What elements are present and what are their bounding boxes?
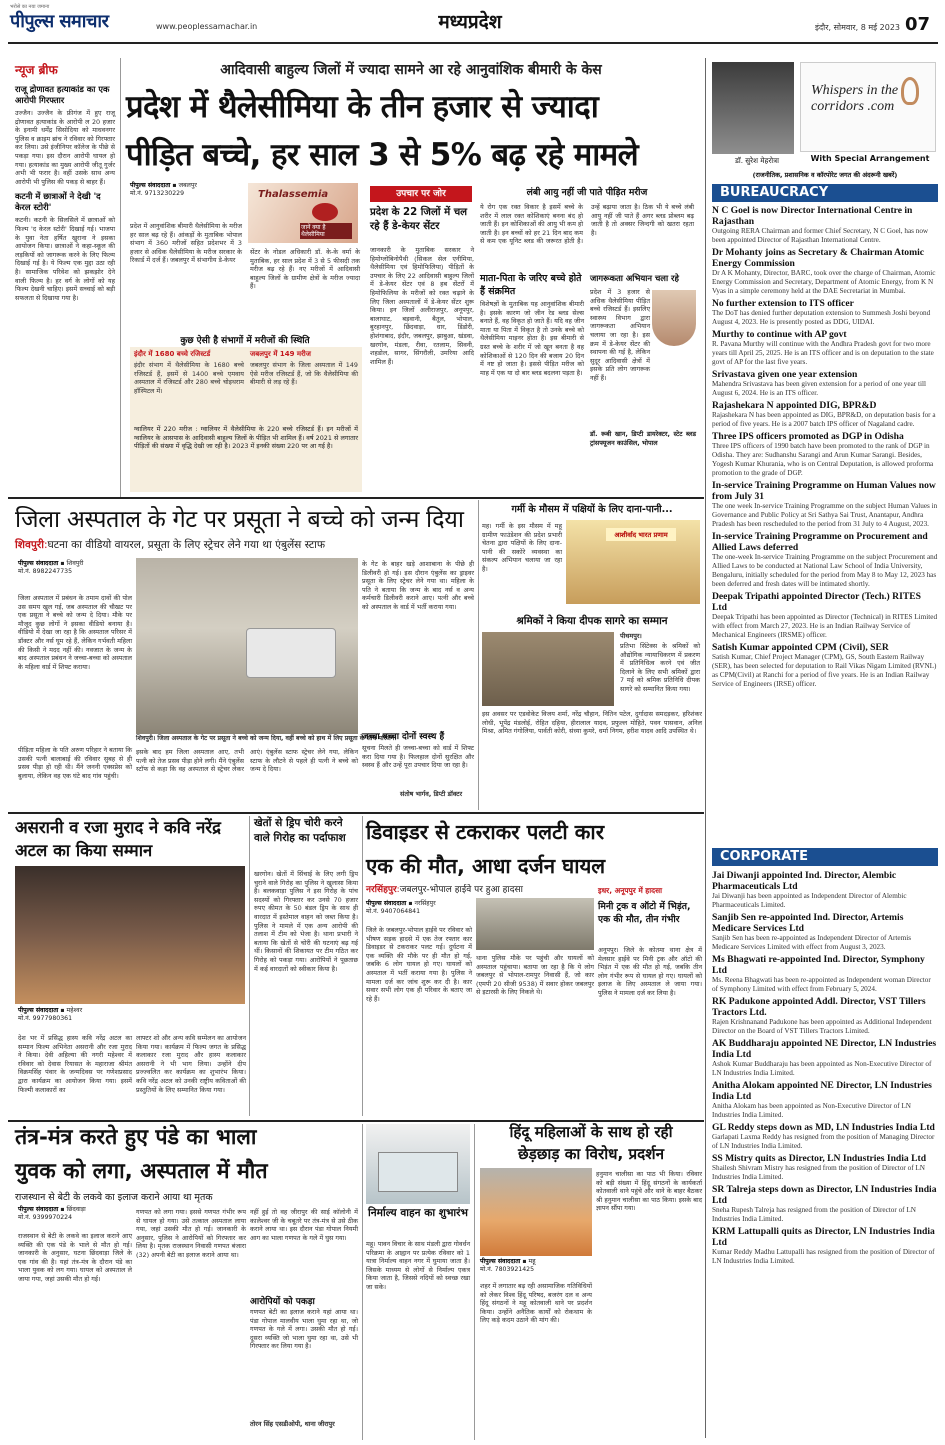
asrani-headline: असरानी व रजा मुराद ने कवि नरेंद्र अटल का किया सम्मान [15, 818, 221, 860]
theft-headline: खेतों से ड्रिप चोरी करने वाले गिरोह का पर्दाफाश [254, 817, 346, 844]
corporate-item [712, 870, 938, 910]
brief-label: न्यूज ब्रीफ [15, 63, 58, 77]
theft-divider [249, 816, 250, 1116]
section-rule-2 [8, 812, 704, 814]
corporate-item [712, 1038, 938, 1078]
tantra-bureau: पीपुल्स संवाददाता [18, 1206, 59, 1213]
bureaucracy-item [712, 531, 938, 589]
lead-body-1: प्रदेश में आनुवांशिक बीमारी थैलेसीमिया के मरीज हर साल बढ़ रहे हैं। आंकड़ों के मुताबिक भोपाल संभाग में 360 मरीजों सहित प्रदेशभर में 3 हजार से अधिक थैलेसीमिया के मरीज सरकार के रिकार्ड में दर्ज हैं। जबलपुर में संभागीय डे-केयर [130, 222, 242, 265]
hospital-place: शिवपुरी [15, 539, 44, 551]
bureaucracy-header: BUREAUCRACY [712, 184, 938, 202]
corporate-item-title: Ms Bhagwati re-appointed Ind. Director, Symphony Ltd [712, 954, 925, 976]
brief-headline-1: राजू द्रोणावत हत्याकांड का एक आरोपी गिरफ्तार [15, 84, 110, 105]
accident-side-head: मिनी ट्रक व ऑटो में भिड़ंत, एक की मौत, तीन गंभीर [598, 901, 691, 925]
corporate-item [712, 1122, 938, 1151]
corporate-item-body: Rajen Krishnanand Padukone has been appointed as Additional Independent Director on the Board of VST Tillers Tractors Limited. [712, 1018, 932, 1035]
hospital-mid-text: सूचना मिलते ही जच्चा-बच्चा को वार्ड में शिफ्ट करा दिया गया है। फिलहाल दोनों सुरक्षित और स्वस्थ हैं और उन्हें पूरा उपचार दिया जा रहा है। [362, 744, 474, 770]
whispers-logo-text: Whispers in the corridors .com [811, 83, 899, 114]
accident-photo [476, 898, 594, 950]
protest-mobile: मो.नं. 7803921425 [480, 1266, 535, 1273]
lead-body-2: सेंटर के नोडल अधिकारी डॉ. के-के वर्मा के मुताबिक, हर साल प्रदेश में 3 से 5 फीसदी तक मरीज बढ़ रहे हैं। नए मरीजों में आदिवासी बाहुल्य जिलों के ग्रामीण क्षेत्रों के मरीज ज्यादा हैं। [250, 248, 360, 291]
asrani-bureau: पीपुल्स संवाददाता [18, 1007, 59, 1014]
tantra-box-head: आरोपियों को पकड़ा [250, 1297, 315, 1307]
section-title: मध्यप्रदेश [438, 11, 502, 33]
corporate-item-body: Kumar Reddy Madhu Lattupalli has resigned from the position of Director of LN Industries India Limited. [712, 1248, 935, 1265]
bureaucracy-item-body: The one week In-service Training Programme on the subject Human Values in Governance and Public Policy at Sri Sathya Sai Trust, Anantapur, Andhra Pradesh has been rescheduled to the period from 31 July to 4 August, 2023. [712, 502, 938, 528]
bureaucracy-item-body: Three IPS officers of 1990 batch have been promoted to the rank of DGP in Odisha. They are: Sudhanshu Sarangi and Arun Kumar Sarangi. Besides, Yogesh Kumar Khurania, who is on Central Deputation, is allowed proforma promotion to the grade of DGP. [712, 442, 934, 477]
asrani-mobile: मो.नं. 9977980361 [18, 1015, 73, 1022]
tantra-box-text: गणपत बेटी का इलाज कराने यहां आया था। पंडा गोपाल मालवीय भाला घुमा रहा था, जो गणपत के गले में लगा। उसकी मौत हो गई। दूसरा व्यक्ति जो भाला घुमा रहा था, उसे भी गिरफ्तार कर लिया गया है। [250, 1308, 358, 1351]
hospital-col-1b: पीड़िता महिला के पति अरुण परिहार ने बताया कि उसकी पत्नी बालाबाई की रविवार सुबह से ही प्रसव पीड़ा हो रही थी। मैंने जननी एक्सप्रेस को बुलाया, लेकिन वह एक घंटे बाद गांव पहुंची। [18, 746, 132, 780]
bureaucracy-list [712, 205, 938, 845]
bureaucracy-item-title: Satish Kumar appointed CPM (Civil), SER [712, 642, 889, 653]
lead-place: जबलपुर [178, 182, 197, 189]
stats-box [130, 347, 362, 492]
bureaucracy-item [712, 431, 938, 478]
page-number: 07 [905, 14, 931, 35]
site-url[interactable]: www.peoplessamachar.in [156, 22, 258, 31]
asrani-photo [15, 866, 245, 1004]
tantra-text-2: गणपत को लगा गया। इससे गणपत गंभीर रूप से घायल हो गया। उसे तत्काल अस्पताल लाया गया, जहां उसकी मौत हो गई। जानकारी के अनुसार, पुलिस ने आरोपियों को गिरफ्तार कर लिया है। मृतक राजस्थान निवासी गणपत बंजारा (32) अपनी बेटी का इलाज कराने आया था। [136, 1208, 246, 1259]
hospital-caption: शिवपुरी। जिला अस्पताल के गेट पर प्रसूता ने बच्चे को जन्म दिया, वहीं बच्चे को हाथ में लिए प्रसूता के साथ परिजन। [136, 735, 397, 742]
whispers-sub: (राजनीतिक, प्रशासनिक व कॉरपोरेट जगत की अंदरूनी खबरें) [752, 171, 898, 179]
brand-tagline: भरोसे का नया जमाना [10, 4, 50, 10]
tantra-mobile: मो.नं. 9399970224 [18, 1214, 73, 1221]
hospital-sub: घटना का वीडियो वायरल, प्रसूता के लिए स्ट्रेचर लेने गया था एंबुलेंस स्टाफ [47, 539, 326, 551]
lead-bottom-rule [8, 497, 704, 499]
hospital-photo [136, 558, 358, 734]
bureaucracy-item-title: Srivastava given one year extension [712, 369, 858, 380]
gwalior-text: ग्वालियर में 220 मरीज : ग्वालियर में थैलेसीमिया के 220 बच्चे रजिस्टर्ड हैं। इन मरीजों में ग्वालियर के आसपास के आदिवासी बाहुल्य जिलों के पीड़ित भी शामिल हैं। वर्ष 2021 से लगातार पीड़ितों की संख्या में वृद्धि देखी जा रही है। 2023 में इनकी संख्या 220 पर आ गई है। [134, 425, 358, 451]
accident-bureau: पीपुल्स संवाददाता [366, 900, 407, 907]
brief-text-2: कटनी। कटनी के सिलसिले में छात्राओं को फिल्म 'द केरल स्टोरी' दिखाई गई। भाजपा के युवा नेता हर्षित खुराना ने इसका आयोजन किया। छात्राओं ने कहा-स्कूल की लड़कियों को जागरूक करने के लिए फिल्म दिखाई गई है। ये फिल्म एक मुद्दा उठा रही है। सामाजिक परिवेश को झकझोर देने वाली फिल्म है। हर वर्ग के लोगों को यह फिल्म देखनी चाहिए। इसमें सच्चाई को बड़ी सफलता से दिखाया गया है। [15, 216, 115, 302]
bureaucracy-item [712, 642, 938, 689]
corporate-header: CORPORATE [712, 848, 938, 866]
awareness-byline: डॉ. रूबी खान, डिप्टी डायरेक्टर, स्टेट ब्लड ट्रांसफ्यूजन काउंसिल, भोपाल [590, 430, 696, 447]
accident-text-1: जिले के जबलपुर-भोपाल हाईवे पर रविवार को भीषण सड़क हादसे में एक तेज रफ्तार कार डिवाइडर से टकराकर पलट गई। दुर्घटना में एक व्यक्ति की मौके पर ही मौत हो गई, जबकि 6 लोग घायल हो गए। घायलों को अस्पताल में भर्ती कराया गया है। पुलिस ने मामला दर्ज कर जांच शुरू कर दी है। कार सवार सभी लोग एक ही परिवार के बताए जा रहे हैं। [366, 926, 472, 1003]
graphic-label: Thalassemia [258, 189, 329, 200]
corporate-item-body: Jai Diwanji has been appointed as Independent Director of Alembic Pharmaceuticals Limited. [712, 892, 907, 909]
lead-headline-2: पीड़ित बच्चे, हर साल 3 से 5% बढ़ रहे मामले [126, 137, 639, 173]
ear-icon [901, 77, 919, 105]
bureaucracy-item-body: Rajashekara N has been appointed as DIG, BPR&D, on deputation basis for a period of five years. He is a 2007 batch IPS officer of Nagaland cadre. [712, 411, 936, 428]
accident-place: नरसिंहपुर [366, 885, 397, 895]
graphic-sub: जानें क्या है थैलेसीमिया [300, 223, 352, 239]
bureaucracy-item [712, 205, 938, 245]
right-col-divider [705, 58, 706, 1438]
honor-text: प्रतिभा सिंटेक्स के श्रमिकों को औद्योगिक न्यायाधिकरण में प्रकरण में प्रतिनिधित्व करने एवं जीत दिलाने के लिए सभी श्रमिकों द्वारा 7 मई को श्रमिक प्रतिनिधि दीपक सागरे को सम्मानित किया गया। [620, 642, 700, 693]
corporate-item-body: Sanjib Sen has been re-appointed as Independent Director of Artemis Medicare Services Limited with effect from August 3, 2023. [712, 934, 911, 951]
accident-headline-2: एक की मौत, आधा दर्जन घायल [366, 854, 606, 878]
protest-text-2: हनुमान चालीसा का पाठ भी किया। रविवार को बड़ी संख्या में हिंदू संगठनों के कार्यकर्ता कोतवाली थाने पहुंचे और थाने के बाहर बैठकर श्री हनुमान चालीसा का पाठ किया। इसके बाद ज्ञापन सौंपा गया। [596, 1170, 702, 1213]
honor-headline: श्रमिकों ने किया दीपक सागरे का सम्मान [516, 615, 668, 627]
accident-mobile: मो.नं. 9407064841 [366, 908, 421, 915]
birds-banner: आशीर्वाद भारत प्रणाम [606, 528, 676, 541]
bureaucracy-item-body: The one-week In-service Training Programme on the subject Procurement and Allied Laws to be conducted at National Law School of India University, Bengaluru, initially scheduled for the period from May 8 to May 12, 2023 has been deferred and fresh dates will be intimated shortly. [712, 553, 938, 588]
colon: : [43, 539, 48, 551]
hospital-byline: पीपुल्स संवाददाता ▪ शिवपुरी मो.नं. 8982247735 [18, 560, 128, 584]
tantra-sign: तोरन सिंह एसडीओपी, थाना जीरापुर [250, 1420, 335, 1428]
brand-logo [10, 4, 150, 34]
lifespan-text: ये रोग एक रक्त विकार है इसमें बच्चे के शरीर में लाल रक्त कोशिकाएं बनना बंद हो जाती हैं। इन कोशिकाओं की आयु भी कम हो जाती है। इन बच्चों को हर 21 दिन बाद कम से कम एक यूनिट ब्लड की जरूरत होती है। उन्हें बढ़ाया जाता है। ठिक भी ये बच्चे लंबी आयु नहीं जी पाते हैं अगर ब्लड प्रोब्लम बढ़ जाती है तो अक्सर जिन्दगी को खतरा रहता है। [480, 203, 694, 246]
col-divider [120, 58, 121, 498]
protest-byline: पीपुल्स संवाददाता ▪ महू मो.नं. 7803921425 [480, 1258, 600, 1280]
honor-photo [482, 632, 614, 706]
nirmalya-text: महू। पावन विचार के साथ मंडली द्वारा गोवर्धन परिक्रमा के आह्वान पर प्रत्येक रविवार को 1 यात्रा निर्माल्य वाहन नगर में घुमाया जाता है। जिसके माध्यम से लोगों से निर्माल्य एकत्र किया जाता है, जिससे नदियों को स्वच्छ रखा जा सके। [366, 1240, 470, 1291]
tantra-text-3: नहीं हुई तो वह जीरापुर की साई कॉलोनी में कालेश्वर जी के चबूतरे पर तंत्र-मंत्र से उसे ठीक कराने लाया था। इस दौरान पंडा गोपाल नियमी आग का भाला गणपत के गले में घुस गया। [250, 1208, 358, 1242]
special-arrangement: With Special Arrangement [810, 154, 930, 163]
hospital-mid-head: जच्चा बच्चा दोनों स्वस्थ हैं [362, 732, 445, 742]
hospital-headline: जिला अस्पताल के गेट पर प्रसूता ने बच्चे को जन्म दिया [15, 505, 464, 533]
accident-text-2: थाना पुलिस मौके पर पहुंची और घायलों को अस्पताल पहुंचाया। बताया जा रहा है कि ये लोग जबलपुर से भोपाल-रामपुर निवासी हैं, जो कार (एमपी 20 सीजी 9538) में सवार होकर जबलपुर से इटारसी के लिए निकले थे। [476, 954, 594, 997]
bureaucracy-item-title: Dr Mohanty joins as Secretary & Chairman Atomic Energy Commission [712, 247, 925, 269]
divisions-subhead: कुछ ऐसी है संभागों में मरीजों की स्थिति [180, 336, 310, 346]
tantra-headline-2: युवक को लगा, अस्पताल में मौत [15, 1159, 268, 1184]
accident-city: नरसिंहपुर [414, 900, 436, 907]
hospital-bureau: पीपुल्स संवाददाता [18, 560, 59, 567]
corporate-item-title: SR Talreja steps down as Director, LN Industries India Ltd [712, 1184, 937, 1206]
corporate-item-title: GL Reddy steps down as MD, LN Industries India Ltd [712, 1122, 935, 1133]
bureaucracy-item [712, 591, 938, 640]
corporate-list [712, 870, 938, 1440]
bureaucracy-item [712, 298, 938, 327]
hospital-col-2: इसके बाद हम जिला अस्पताल आए, तभी पत्नी को तेज प्रसव पीड़ा होने लगी। मैंने एंबुलेंस स्टॉफ से कहा कि वह अस्पताल से स्ट्रेचर लेकर आएं। एंबुलेंस स्टाफ स्ट्रेचर लेने गया, लेकिन स्टाफ के लौटने से पहले ही पत्नी ने बच्चे को जन्म दे दिया। [136, 748, 358, 774]
corporate-item-title: Jai Diwanji appointed Ind. Director, Alembic Pharmaceuticals Ltd [712, 870, 897, 892]
corporate-item [712, 954, 938, 994]
bureaucracy-item-title: Rajashekara N appointed DIG, BPR&D [712, 400, 877, 411]
birds-photo [566, 520, 700, 604]
accident-byline: पीपुल्स संवाददाता ▪ नरसिंहपुर मो.नं. 9407064841 [366, 900, 486, 922]
corporate-item-title: KRM Lattupalli quits as Director, LN Industries India Ltd [712, 1226, 935, 1248]
corporate-item-body: Garlapati Laxma Reddy has resigned from the position of Managing Director of LN Industries India Limited. [712, 1133, 935, 1150]
tantra-text-1: राजस्थान से बेटी के लकवे का इलाज कराने आए व्यक्ति की एक पंडे के भाले से मौत हो गई। जानकारी के अनुसार, घटना छिंदवाड़ा जिले के एक गांव की है। यहां तंत्र-मंत्र के दौरान पंडे का भाला युवक को लग गया। घायल को अस्पताल ले जाया गया, जहां उसकी मौत हो गई। [18, 1232, 132, 1283]
news-brief [15, 62, 115, 494]
corporate-item [712, 1153, 938, 1182]
asrani-byline: पीपुल्स संवाददाता ▪ महेश्वर मो.नं. 9977980361 [18, 1007, 244, 1031]
lead-headline-1: प्रदेश में थैलेसीमिया के तीन हजार से ज्यादा [126, 89, 599, 125]
bureaucracy-item [712, 329, 938, 367]
lead-kicker: आदिवासी बाहुल्य जिलों में ज्यादा सामने आ रहे आनुवांशिक बीमारी के केस [220, 62, 602, 78]
bureaucracy-item-body: Satish Kumar, Chief Project Manager (CPM), GS, South Eastern Railway (SER), has been selected for deputation to Rail Vikas Nigam Limited (RVNL) as CPM(Civil) at Ranchi for a period of five years. He is an Indian Railway Service of Engineers (IRSE) officer. [712, 653, 937, 688]
corporate-item-body: Anitha Alokam has been appointed as Non-Executive Director of LN Industries India Limited. [712, 1102, 911, 1119]
bureaucracy-item-title: N C Goel is now Director International Centre in Rajasthan [712, 205, 913, 227]
protest-headline-1: हिंदू महिलाओं के साथ हो रही [509, 1123, 673, 1141]
masthead [0, 0, 945, 56]
bureaucracy-item-body: Dr A K Mohanty, Director, BARC, took over the charge of Chairman, Atomic Energy Commission and Secretary, Department of Atomic Energy, from K N Vyas in a simple ceremony held at the DAE Secretariat in Mumbai. [712, 269, 936, 295]
awareness-headline: जागरूकता अभियान चला रहे [590, 273, 679, 283]
brand-name: पीपुल्स समाचार [10, 11, 109, 32]
byline-separator-icon: ▪ [172, 182, 177, 189]
bureaucracy-item-body: Outgoing RERA Chairman and former Chief Secretary, N C Goel, has now been appointed Director of Rajasthan International Centre. [712, 227, 929, 244]
columnist-photo [712, 62, 794, 154]
lead-bureau: पीपुल्स संवाददाता [130, 182, 171, 189]
protest-city: महू [528, 1258, 536, 1265]
colon-2: : [396, 885, 400, 895]
corporate-item-title: AK Buddharaju appointed NE Director, LN Industries India Ltd [712, 1038, 937, 1060]
protest-divider [474, 1124, 475, 1440]
corporate-item-body: Shailesh Shivram Mistry has resigned from the position of Director of LN Industries India Limited. [712, 1164, 925, 1181]
protest-headline-2: छेड़छाड़ का विरोध, प्रदर्शन [517, 1145, 665, 1163]
corporate-item-body: Ashok Kumar Buddharaju has been appointed as Non-Executive Director of LN Industries India Limited. [712, 1060, 932, 1077]
dateline: इंदौर, सोमवार, 8 मई 2023 [815, 23, 900, 32]
accident-headline-1: डिवाइडर से टकराकर पलटी कार [366, 820, 605, 844]
birds-headline: गर्मी के मौसम में पक्षियों के लिए दाना-पानी... [511, 504, 673, 515]
corporate-item [712, 912, 938, 952]
bureaucracy-item-title: In-service Training Programme on Human Values now from July 31 [712, 480, 936, 502]
corporate-item [712, 1226, 938, 1266]
corporate-item [712, 1184, 938, 1224]
bureaucracy-item-title: Three IPS officers promoted as DGP in Odisha [712, 431, 904, 442]
corporate-item-title: RK Padukone appointed Addl. Director, VST Tillers Tractors Ltd. [712, 996, 926, 1018]
blood-cell-icon [312, 203, 338, 221]
hospital-subhead [15, 538, 480, 553]
bureaucracy-item [712, 400, 938, 429]
bureaucracy-item-title: Murthy to continue with AP govt [712, 329, 847, 340]
treatment-headline: प्रदेश के 22 जिलों में चल रहे हैं डे-केयर सेंटर [370, 207, 468, 232]
corporate-item-title: Anitha Alokam appointed NE Director, LN Industries India Ltd [712, 1080, 932, 1102]
masthead-rule [8, 42, 938, 44]
accident-sub: जबलपुर-भोपाल हाईवे पर हुआ हादसा [399, 885, 523, 895]
protest-photo [480, 1168, 592, 1256]
bureaucracy-item-title: Deepak Tripathi appointed Director (Tech.) RITES Ltd [712, 591, 921, 613]
corporate-item-title: SS Mistry quits as Director, LN Industries India Ltd [712, 1153, 927, 1164]
ambulance-shape [246, 628, 336, 678]
treatment-text: जानकारी के मुताबिक सरकार ने हिमोग्लोबिनोपैथी (सिकल सेल एनीमिया, थैलेसीमिया एवं हिमोफिलिया) पीड़ितों के उपचार के लिए 22 आदिवासी बाहुल्य जिलों में डे-केयर सेंटर एवं 8 हब सेंटरों में हिमोफिलिया के मरीजों को रक्त चढ़ाने के लिए जिला अस्पतालों में डे-केयर सेंटर शुरू किया। इन जिलों अलीराजपुर, अनूपपुर, बालाघाट, बड़वानी, बैतूल, भोपाल, बुरहानपुर, छिंदवाड़ा, धार, डिंडोरी, होशंगाबाद, इंदौर, जबलपुर, झाबुआ, खंडवा, खरगोन, मंडला, रीवा, रतलाम, सिवनी, शहडोल, सागर, सिंगरौली, उमरिया आदि शामिल हैं। [370, 246, 474, 366]
accident-side-text: अनूपपुर। जिले के कोतमा थाना क्षेत्र में मेलसार हाईवे पर मिनी ट्रक और ऑटो की भिड़ंत में एक की मौत हो गई, जबकि तीन लोग गंभीर रूप से घायल हो गए। घायलों को इलाज के लिए अस्पताल ले जाया गया। पुलिस ने मामला दर्ज कर लिया है। [598, 946, 702, 997]
columnist-name: डॉ. सुरेश मेहरोत्रा [735, 156, 779, 165]
thalassemia-graphic [248, 183, 358, 243]
hospital-col-3: के गेट के बाहर खड़े आशाबाना के पीछे ही डिलीवरी हो गई। इस दौरान एंबुलेंस का ड्राइवर प्रसूता के लिए स्ट्रेचर लेने गया था। महिला के पति ने बताया कि जन्म के बाद नर्स व अन्य कर्मचारी डिलीवरी कराने आए। पत्नी और बच्चे को अस्पताल के वार्ड में भर्ती कराया गया। [362, 560, 474, 611]
indore-head: इंदौर में 1680 बच्चे रजिस्टर्ड [134, 350, 211, 358]
indore-text: इंदौर संभाग में थैलेसीमिया के 1680 बच्चे रजिस्टर्ड हैं, इसमें से 1400 बच्चे एमवाय अस्पताल में रजिस्टर्ड और 280 बच्चे चोइथराम हॉस्पिटल में। [134, 361, 244, 395]
asrani-text-1: देश भर में प्रसिद्ध हास्य कवि नरेंद्र अटल का सम्मान फिल्म अभिनेता असरानी और रजा मुराद ने किया। देवी अहिल्या की नगरी महेश्वर में रविवार को देवास रियासत के महाराजा श्रीमंत विक्रमसिंह पंवार के जन्मदिवस पर गणेशप्रसाद द्वारा कार्यक्रम का आयोजन किया गया। इसमें फिल्मी कलाकारों का [18, 1034, 132, 1094]
brief-headline-2: कटनी में छात्राओं ने देखी 'द केरल स्टोरी' [15, 191, 101, 213]
tantra-city: छिंदवाड़ा [66, 1206, 86, 1213]
nirmalya-photo [366, 1124, 470, 1204]
asrani-city: महेश्वर [66, 1007, 83, 1014]
asrani-text-2: लाफ्टर शो और अन्य कवि सम्मेलन का आयोजन किया गया। कार्यक्रम में फिल्म जगत के प्रसिद्ध कलाकार रजा मुराद और हास्य कलाकार असरानी ने भी भाग लिया। उन्होंने दीप प्रज्ज्वलित कर कार्यक्रम का शुभारंभ किया। कवि नरेंद्र अटल को उनकी राष्ट्रीय कविताओं की प्रस्तुतियों के लिए सम्मानित किया गया। [136, 1034, 246, 1094]
bureaucracy-item-title: No further extension to ITS officer [712, 298, 854, 309]
honor-place: पीथमपुर। [620, 632, 642, 640]
corporate-item [712, 1080, 938, 1120]
theft-text: खरगोन। खेतों में सिंचाई के लिए लगी ड्रिप चुराने वाले गिरोह का पुलिस ने खुलासा किया है। बलकवाड़ा पुलिस ने इस गिरोह के पांच सदस्यों को गिरफ्तार कर उनसे 70 हजार रुपए कीमत के 50 बंडल ड्रिप के साथ ही वारदात में इस्तेमाल वाहन को जब्त किया है। पुलिस ने मामले में एक अन्य आरोपी की तलाश में टीम को भेजा है। थाना प्रभारी ने बताया कि खेतों से चोरी की घटनाएं बढ़ गई थीं। किसानों की शिकायत पर टीम गठित कर गिरोह को पकड़ा गया। आरोपियों ने पूछताछ में कई वारदातों को स्वीकार किया है। [254, 870, 358, 973]
hospital-col-1: जिला अस्पताल में प्रबंधन के तमाम दावों की पोल उस समय खुल गई, जब अस्पताल की चौखट पर एक प्रसूता ने बच्चे को जन्म दे दिया। मौके पर मौजूद कुछ लोगों ने इसका वीडियो बनाया है। वीडियो में देखा जा रहा है कि अस्पताल परिसर में डॉक्टर और नर्स घूम रहे हैं, लेकिन गर्भवती महिला की किसी ने मदद नहीं की। नवजात के जन्म के बाद अस्पताल प्रबंधन ने जच्चा-बच्चा को अस्पताल के महिला वार्ड में शिफ्ट कराया। [18, 594, 132, 671]
tantra-headline-1: तंत्र-मंत्र करते हुए पंडे का भाला [15, 1125, 257, 1150]
treatment-tab: उपचार पर जोर [370, 186, 472, 202]
birds-text: मह। गर्मी के इस मौसम में महू ग्रामीण फाउंडेशन की प्रदेश प्रभारी चेतना द्वारा पक्षियों के लिए दाना-पानी की सकोरे व्यवस्था का संकल्प अभियान चलाया जा रहा है। [482, 522, 562, 573]
hospital-sign: संतोष भार्गव, डिप्टी डॉक्टर [400, 790, 463, 798]
bureaucracy-item-body: The DoT has denied further deputation extension to Summesh Joshi beyond August 4, 2023. He is presently posted as DDG, UIDAI. [712, 309, 931, 326]
corporate-item-title: Sanjib Sen re-appointed Ind. Director, Artemis Medicare Services Ltd [712, 912, 904, 934]
bureaucracy-item-body: Deepak Tripathi has been appointed as Director (Technical) in RITES Limited with effect from March 27, 2023. He is an Indian Railway Service of Mechanical Engineers (IRSME) officer. [712, 613, 938, 639]
jabalpur-text: जबलपुर संभाग के जिला अस्पताल में 149 ऐसे मरीज रजिस्टर्ड हैं, जो कि थैलेसीमिया की बीमारी से लड़ रहे हैं। [250, 361, 358, 387]
protest-bureau: पीपुल्स संवाददाता [480, 1258, 521, 1265]
bureaucracy-item-body: Mahendra Srivastava has been given extension for a period of one year till August 6, 2024. He is an ITS officer. [712, 380, 926, 397]
hospital-city: शिवपुरी [66, 560, 84, 567]
parents-text: विशेषज्ञों के मुताबिक यह आनुवांशिक बीमारी है। इसके कारण जो जीन रेड ब्लड सेल्स बनाते हैं, वह विकृत हो जाते हैं। यदि वह जीन माता या पिता में विकृत है तो उनके बच्चे को थैलेसीमिया माइनर होता है। इस बीमारी से ग्रस्त बच्चे के शरीर में जो खून बनता है वह कोशिकाओं से 120 दिन की बजाय 20 दिन में नष्ट हो जाता है। इससे पीड़ित मरीज को माह में एक या दो बार ब्लड बदलना पड़ता है। [480, 300, 584, 377]
nirmalya-divider [362, 1124, 363, 1440]
jabalpur-head: जबलपुर में 149 मरीज [250, 350, 311, 358]
lifespan-headline: लंबी आयु नहीं जी पाते पीड़ित मरीज [526, 187, 648, 198]
protest-text-1: शहर में लगातार बढ़ रही असामाजिक गतिविधियों को लेकर विश्व हिंदू परिषद, बजरंग दल व अन्य हिंदू संगठनों ने महू कोतवाली थाने पर प्रदर्शन किया। उन्होंने अनैतिक कार्यों को रोकथाम के लिए कड़े कदम उठाने की मांग की। [480, 1282, 592, 1325]
vehicle-shape [378, 1152, 458, 1192]
brief-text-1: उज्जैन। उज्जैन के फ्रीगंज में हुए राजू द्रोणावत हत्याकांड के आरोपी ल 20 हजार के इनामी धर्मेंद्र सिसोदिया को माधवनगर पुलिस व क्राइम ब्रांच ने रविवार को गिरफ्तार कर लिया। उसे इंजीनियर कॉलेज के पीछे से पकड़ा गया। इस दौरान आरोपी घायल हो गया। हत्याकांड का मुख्य आरोपी जीतू गुर्जर अभी भी फरार है। वहीं उसके साथ अन्य आरोपी भी पुलिस की पकड़ से बाहर हैं। [15, 109, 115, 186]
bureaucracy-item-body: R. Pavana Murthy will continue with the Andhra Pradesh govt for two more years till April 25, 2025. He is an ITS officer and is on deputation to the state govt of AP for the last five years. [712, 340, 934, 366]
whispers-logo [800, 62, 936, 152]
hospital-mobile: मो.नं. 8982247735 [18, 568, 73, 575]
awareness-text: प्रदेश में 3 हजार से अधिक थैलेसीमिया पीड़ित बच्चे रजिस्टर्ड हैं। इसलिए स्वास्थ्य विभाग द्वारा जागरूकता अभियान चलाया जा रहा है। इस क्रम में डे-केयर सेंटर की स्थापना की गई है, लेकिन सुदूर आदिवासी क्षेत्रों में इसके प्रति लोग जागरूक नहीं हैं। [590, 288, 650, 382]
corporate-item [712, 996, 938, 1036]
corporate-item-body: Ms. Reena Bhagwati has been re-appointed as Independent woman Director of Symphony Limited with effect from February 5, 2024. [712, 976, 931, 993]
tantra-byline: पीपुल्स संवाददाता ▪ छिंदवाड़ा मो.नं. 9399970224 [18, 1206, 138, 1228]
bureaucracy-item [712, 369, 938, 398]
parents-headline: माता-पिता के जरिए बच्चे होते हैं संक्रमित [480, 273, 582, 297]
birds-divider [478, 500, 479, 810]
nirmalya-headline: निर्माल्य वाहन का शुभारंभ [368, 1207, 468, 1219]
accident-subhead [366, 884, 596, 897]
tantra-subhead: राजस्थान से बेटी के लकवे का इलाज कराने आया था मृतक [15, 1192, 213, 1203]
doctor-photo [652, 290, 696, 346]
lead-mobile: मो.नं. 9713230229 [130, 190, 185, 197]
accident-side-place: इधर, अनूपपुर में हादसा [598, 886, 662, 895]
bureaucracy-item-title: In-service Training Programme on Procurement and Allied Laws deferred [712, 531, 928, 553]
bureaucracy-item [712, 480, 938, 529]
honor-text-2: इस अवसर पर एडवोकेट विजय शर्मा, नरेंद्र चौहान, नितिन पटेल, दुर्गादास समदड़कर, हरिशंकर लोधी, भूपेंद्र मंडलोई, रोहित दहिया, हीरालाल यादव, प्रफुल्ल मोहिते, पवन पासवान, अनिल मिश्रा, अमित गंगोलिया, पार्वती कोरी, संध्या कुमरे, धर्मा निगम, हरीश यादव आदि उपस्थित थे। [482, 710, 702, 736]
accident-divider [362, 816, 363, 1116]
corporate-item-body: Sneha Rupesh Talreja has resigned from the position of Director of LN Industries India Limited. [712, 1206, 916, 1223]
bureaucracy-item [712, 247, 938, 296]
